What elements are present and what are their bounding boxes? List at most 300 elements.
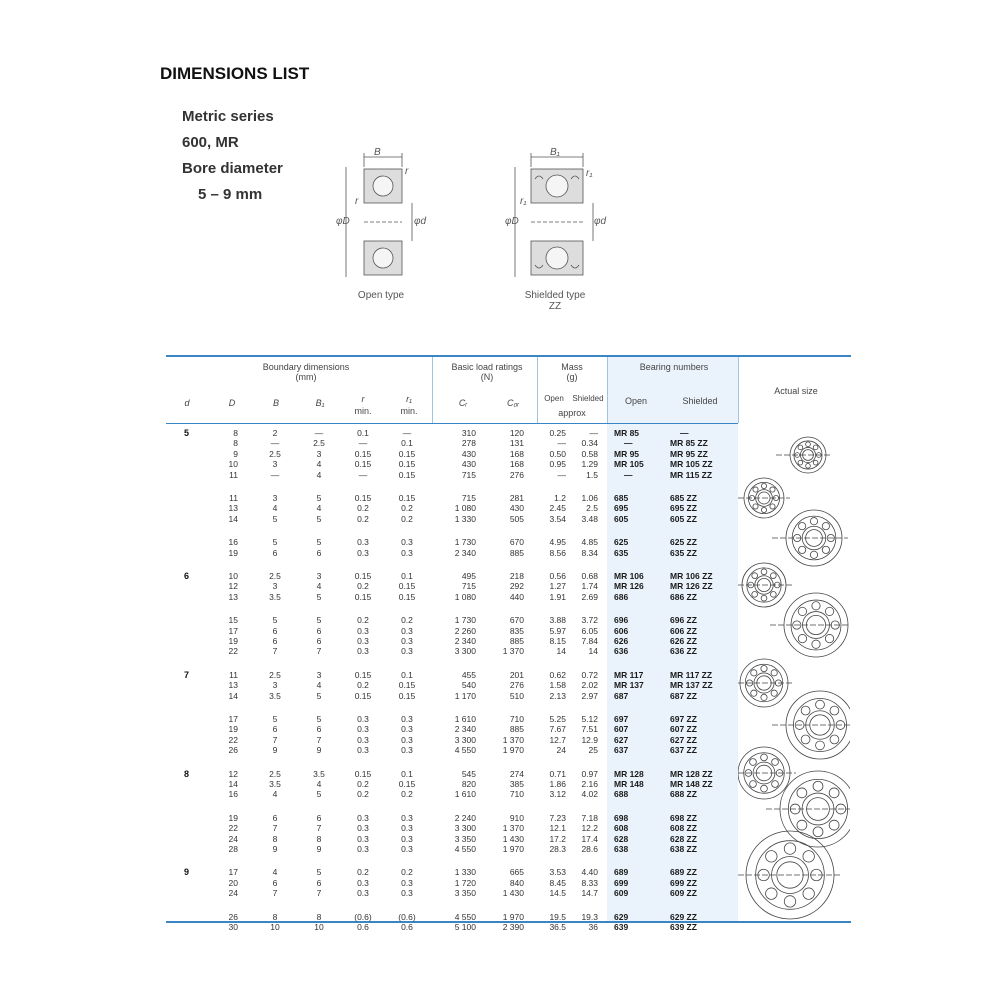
- bearing-number-cell: 608: [614, 823, 629, 834]
- table-cell: 20: [228, 877, 238, 888]
- table-cell: 0.2: [357, 680, 369, 691]
- table-cell: 2 260: [454, 625, 476, 636]
- table-cell: 0.3: [401, 636, 413, 646]
- table-cell: 5: [272, 537, 278, 548]
- table-cell: 665: [509, 867, 524, 878]
- actual-size-bearing: [738, 659, 794, 707]
- table-cell: 8: [272, 911, 278, 922]
- table-cell: 455: [461, 669, 476, 680]
- table-cell: 3.48: [581, 513, 598, 524]
- table-cell: 9: [316, 844, 322, 854]
- table-cell: 0.6: [357, 922, 369, 932]
- table-cell: 440: [509, 591, 524, 602]
- diagram-label-r1: r₁: [520, 196, 527, 207]
- bearing-number-cell: MR 148: [614, 779, 644, 789]
- shielded-type-caption: [515, 290, 595, 312]
- bearing-number-cell: 639 ZZ: [670, 922, 697, 932]
- table-cell: 1 170: [454, 690, 476, 701]
- table-cell: 495: [461, 571, 476, 581]
- table-cell: 5.25: [549, 714, 566, 724]
- table-cell: 10: [228, 571, 238, 581]
- table-cell: 0.3: [357, 724, 369, 735]
- table-cell: 0.1: [401, 768, 413, 779]
- table-cell: 0.3: [401, 812, 413, 823]
- bore-diameter-label: 7: [184, 669, 190, 680]
- table-cell: —: [402, 428, 412, 438]
- table-cell: 2.45: [549, 503, 566, 514]
- table-cell: 15: [228, 615, 238, 626]
- table-cell: 7: [272, 734, 278, 745]
- actual-size-bearing: [772, 510, 848, 566]
- table-cell: 0.2: [357, 581, 369, 592]
- table-cell: 13: [228, 680, 238, 691]
- shielded-type-diagram: [505, 145, 605, 285]
- table-cell: 7: [272, 646, 278, 657]
- table-cell: 0.3: [357, 823, 369, 834]
- table-cell: 0.3: [357, 877, 369, 888]
- table-cell: 7.18: [581, 812, 598, 823]
- table-cell: 2.69: [581, 591, 598, 602]
- bearing-number-cell: 689: [614, 867, 629, 878]
- table-cell: 1 370: [502, 646, 524, 657]
- table-cell: 0.15: [398, 680, 416, 691]
- table-cell: 6.05: [581, 625, 598, 636]
- table-cell: 1 370: [502, 734, 524, 745]
- table-cell: 17: [228, 867, 238, 878]
- table-cell: 12.1: [549, 823, 566, 834]
- table-cell: 16: [228, 789, 238, 800]
- bearing-number-cell: MR 105: [614, 459, 644, 470]
- bearing-number-cell: 609: [614, 888, 629, 899]
- table-cell: 12.7: [549, 734, 566, 745]
- table-cell: 6: [316, 877, 322, 888]
- table-cell: 10: [314, 922, 324, 932]
- table-cell: 22: [228, 823, 238, 834]
- open-type-caption: Open type: [357, 290, 405, 301]
- table-cell: 670: [509, 615, 524, 626]
- bearing-number-cell: MR 85: [614, 428, 640, 438]
- table-cell: 4.95: [549, 537, 566, 548]
- table-cell: 0.3: [357, 547, 369, 558]
- table-cell: 6: [316, 724, 322, 735]
- table-cell: 19: [228, 812, 238, 823]
- table-cell: 4: [316, 469, 322, 480]
- bearing-number-cell: 636: [614, 646, 629, 657]
- table-cell: 5: [316, 513, 322, 524]
- table-cell: 0.68: [581, 571, 598, 581]
- bearing-number-cell: 685 ZZ: [670, 493, 697, 503]
- table-cell: 8.15: [549, 636, 566, 646]
- table-cell: 0.15: [354, 768, 372, 779]
- table-top-rule: [166, 355, 851, 357]
- table-cell: 8.33: [581, 877, 598, 888]
- table-cell: 201: [509, 669, 524, 680]
- table-cell: 0.72: [581, 669, 598, 680]
- table-cell: 4 550: [454, 911, 476, 922]
- table-cell: 13: [228, 503, 238, 514]
- actual-size-illustrations: [738, 425, 850, 921]
- bearing-number-cell: MR 85 ZZ: [670, 438, 708, 449]
- header-line: Basic load ratings: [451, 362, 523, 372]
- table-cell: 0.3: [401, 888, 413, 899]
- table-cell: 26: [228, 745, 238, 756]
- table-cell: 24: [556, 745, 566, 756]
- subheader-shielded: Shielded: [682, 396, 718, 406]
- table-cell: 430: [461, 459, 476, 470]
- table-cell: 7.84: [581, 636, 598, 646]
- table-cell: 5: [272, 615, 278, 626]
- table-cell: 1 970: [502, 844, 524, 854]
- table-cell: 2.16: [581, 779, 598, 789]
- header-bearing-numbers: Bearing numbers: [639, 362, 709, 372]
- table-cell: 8.45: [549, 877, 566, 888]
- table-cell: 3: [316, 571, 322, 581]
- table-cell: —: [270, 438, 280, 449]
- actual-size-bearing: [772, 691, 850, 759]
- bearing-number-cell: MR 117: [614, 669, 644, 680]
- table-cell: 5: [316, 690, 322, 701]
- table-cell: 28.6: [581, 844, 598, 854]
- table-cell: 3: [316, 669, 322, 680]
- table-cell: 5: [316, 493, 322, 503]
- table-cell: 4: [316, 581, 322, 592]
- table-cell: 3 350: [454, 888, 476, 899]
- table-cell: 0.3: [401, 745, 413, 756]
- table-cell: —: [358, 438, 368, 449]
- bearing-number-cell: 627: [614, 734, 629, 745]
- subheader-b1: B₁: [315, 398, 325, 408]
- column-separator: [537, 357, 538, 423]
- table-cell: 14: [228, 690, 238, 701]
- table-cell: 4: [316, 680, 322, 691]
- bearing-number-cell: 688: [614, 789, 629, 800]
- table-cell: 5: [272, 513, 278, 524]
- table-cell: 1 430: [502, 833, 524, 844]
- table-cell: 0.2: [357, 615, 369, 626]
- table-cell: 30: [228, 922, 238, 932]
- table-cell: 1 720: [454, 877, 476, 888]
- table-cell: —: [589, 428, 598, 438]
- bearing-number-cell: MR 128 ZZ: [670, 768, 713, 779]
- table-cell: 715: [461, 581, 476, 592]
- table-cell: 0.2: [401, 513, 413, 524]
- table-cell: 3: [272, 581, 278, 592]
- diagram-label-b1: B₁: [550, 147, 560, 158]
- bearing-number-cell: 697: [614, 714, 629, 724]
- bearing-number-cell: 626 ZZ: [670, 636, 697, 646]
- table-cell: 9: [272, 844, 278, 854]
- table-cell: 12.9: [581, 734, 598, 745]
- bearing-number-cell: MR 128: [614, 768, 644, 779]
- table-cell: 3.72: [581, 615, 598, 626]
- bearing-number-cell: MR 115 ZZ: [670, 469, 713, 480]
- table-cell: 8: [316, 833, 322, 844]
- series-line: Metric series: [182, 108, 274, 125]
- table-cell: 120: [509, 428, 524, 438]
- table-cell: 14: [556, 646, 566, 657]
- diagram-label-b: B: [374, 147, 381, 158]
- actual-size-bearing: [738, 831, 840, 919]
- table-cell: 1 730: [454, 537, 476, 548]
- table-cell: 0.3: [401, 714, 413, 724]
- table-cell: 715: [461, 493, 476, 503]
- bearing-number-cell: 637 ZZ: [670, 745, 697, 756]
- table-cell: 2 240: [454, 812, 476, 823]
- bearing-number-cell: MR 126 ZZ: [670, 581, 713, 592]
- table-cell: 3.5: [269, 591, 281, 602]
- header-line: (g): [566, 372, 578, 382]
- table-cell: 0.1: [401, 669, 413, 680]
- table-cell: 14: [228, 779, 238, 789]
- table-cell: 835: [509, 625, 524, 636]
- actual-size-bearing: [738, 747, 796, 799]
- table-cell: 0.3: [401, 734, 413, 745]
- actual-size-bearing: [766, 771, 850, 847]
- table-cell: 1 330: [454, 867, 476, 878]
- table-cell: 0.15: [354, 669, 372, 680]
- table-cell: 0.3: [401, 724, 413, 735]
- bearing-number-cell: 625 ZZ: [670, 537, 697, 548]
- bearing-number-cell: 635: [614, 547, 629, 558]
- table-cell: 28: [228, 844, 238, 854]
- table-cell: (0.6): [398, 911, 416, 922]
- subheader-b: B: [272, 398, 279, 408]
- table-cell: 670: [509, 537, 524, 548]
- bearing-number-cell: 698: [614, 812, 629, 823]
- bearing-number-cell: MR 137: [614, 680, 644, 691]
- table-cell: 1.5: [586, 469, 598, 480]
- bearing-number-cell: 607: [614, 724, 629, 735]
- bearing-number-cell: 606 ZZ: [670, 625, 697, 636]
- bearing-number-cell: —: [624, 438, 633, 449]
- table-cell: 6: [316, 636, 322, 646]
- table-cell: 820: [461, 779, 476, 789]
- table-cell: 4 550: [454, 844, 476, 854]
- table-cell: 274: [509, 768, 524, 779]
- table-cell: 36: [588, 922, 598, 932]
- table-cell: 9: [272, 745, 278, 756]
- table-cell: 2.13: [549, 690, 566, 701]
- table-cell: 3 300: [454, 823, 476, 834]
- table-cell: 3.53: [549, 867, 566, 878]
- table-cell: 0.3: [357, 888, 369, 899]
- header-boundary: [226, 362, 386, 382]
- table-cell: 11: [229, 469, 238, 480]
- bore-diameter-label: 5: [184, 428, 190, 438]
- table-cell: 10: [228, 459, 238, 470]
- table-cell: 2.5: [586, 503, 598, 514]
- table-cell: 4: [316, 503, 322, 514]
- table-cell: 310: [461, 428, 476, 438]
- table-cell: 1.86: [549, 779, 566, 789]
- table-cell: 715: [461, 469, 476, 480]
- table-cell: 6: [272, 812, 278, 823]
- table-cell: 0.2: [357, 779, 369, 789]
- table-cell: 17: [228, 714, 238, 724]
- bore-diameter-label: 6: [184, 571, 190, 581]
- table-cell: 1 430: [502, 888, 524, 899]
- bearing-number-cell: 686: [614, 591, 629, 602]
- table-cell: 17.4: [581, 833, 598, 844]
- table-cell: 0.1: [401, 571, 413, 581]
- bore-diameter-label: 8: [184, 768, 190, 779]
- table-cell: 0.15: [398, 591, 416, 602]
- table-cell: 0.34: [581, 438, 598, 449]
- table-cell: 430: [461, 448, 476, 459]
- subheader-cr: Cᵣ: [458, 398, 468, 408]
- bearing-number-cell: 638: [614, 844, 629, 854]
- table-cell: 5: [316, 789, 322, 800]
- column-separator: [432, 357, 433, 423]
- table-cell: —: [358, 469, 368, 480]
- table-cell: 0.15: [354, 459, 372, 470]
- table-cell: 6: [272, 877, 278, 888]
- bearing-number-cell: 626: [614, 636, 629, 646]
- bearing-number-cell: 686 ZZ: [670, 591, 697, 602]
- table-cell: 7: [316, 823, 322, 834]
- bearing-number-cell: 625: [614, 537, 629, 548]
- table-cell: 1.29: [581, 459, 598, 470]
- bearing-number-cell: MR 95 ZZ: [670, 448, 708, 459]
- table-cell: 3.54: [549, 513, 566, 524]
- bearing-number-cell: 627 ZZ: [670, 734, 697, 745]
- open-type-diagram: [336, 145, 436, 285]
- diagram-label-d-inner: φd: [414, 216, 427, 227]
- subheader-r1: r₁: [406, 394, 412, 404]
- table-cell: 6: [272, 636, 278, 646]
- table-cell: 0.15: [354, 591, 372, 602]
- bearing-number-cell: 636 ZZ: [670, 646, 697, 657]
- table-cell: 10: [270, 922, 280, 932]
- table-header-rule: [166, 423, 738, 424]
- bearing-number-cell: MR 126: [614, 581, 644, 592]
- bearing-number-cell: 685: [614, 493, 629, 503]
- page-title: DIMENSIONS LIST: [160, 64, 310, 83]
- table-cell: 0.3: [401, 877, 413, 888]
- table-cell: 710: [509, 789, 524, 800]
- table-cell: 8.34: [581, 547, 598, 558]
- bearing-number-cell: 639: [614, 922, 629, 932]
- bearing-number-cell: 695: [614, 503, 629, 514]
- table-cell: 0.3: [357, 646, 369, 657]
- table-cell: 0.15: [398, 581, 416, 592]
- diagram-label-d-outer: φD: [336, 216, 350, 227]
- table-cell: 3: [272, 459, 278, 470]
- table-cell: 540: [461, 680, 476, 691]
- table-cell: —: [314, 428, 324, 438]
- actual-size-bearing: [770, 593, 850, 657]
- table-cell: 11: [229, 669, 238, 680]
- table-cell: 5: [316, 615, 322, 626]
- table-cell: 19: [228, 636, 238, 646]
- bearing-number-cell: MR 95: [614, 448, 640, 459]
- series-line: 5 – 9 mm: [198, 186, 263, 203]
- table-cell: —: [557, 438, 566, 449]
- table-cell: 4: [272, 503, 278, 514]
- table-cell: 19.3: [581, 911, 598, 922]
- table-cell: 0.15: [354, 448, 372, 459]
- bearing-number-cell: 696: [614, 615, 629, 626]
- bearing-number-cell: —: [624, 469, 633, 480]
- table-cell: 0.56: [549, 571, 566, 581]
- table-cell: 16: [228, 537, 238, 548]
- diagram-label-r: r: [405, 166, 409, 177]
- table-cell: 5: [316, 714, 322, 724]
- diagram-label-r1: r₁: [586, 168, 593, 179]
- column-separator: [738, 357, 739, 423]
- table-cell: 4: [316, 779, 322, 789]
- table-cell: 3 350: [454, 833, 476, 844]
- bearing-number-cell: 607 ZZ: [670, 724, 697, 735]
- table-cell: 2.97: [581, 690, 598, 701]
- table-cell: 6: [316, 547, 322, 558]
- table-cell: 4.40: [581, 867, 598, 878]
- bearing-number-cell: 688 ZZ: [670, 789, 697, 800]
- table-cell: 0.3: [357, 734, 369, 745]
- series-line: Bore diameter: [182, 160, 283, 177]
- table-cell: 4: [316, 459, 322, 470]
- bearing-number-cell: MR 106: [614, 571, 644, 581]
- bearing-number-cell: 629 ZZ: [670, 911, 697, 922]
- table-cell: 0.3: [357, 833, 369, 844]
- table-cell: 7.23: [549, 812, 566, 823]
- table-cell: 0.3: [401, 625, 413, 636]
- table-cell: 0.15: [354, 571, 372, 581]
- table-cell: 0.3: [357, 812, 369, 823]
- dimensions-table: [166, 355, 851, 932]
- table-cell: 0.97: [581, 768, 598, 779]
- table-cell: 885: [509, 547, 524, 558]
- bearing-number-cell: 687: [614, 690, 629, 701]
- bearing-number-cell: 605: [614, 513, 629, 524]
- bearing-number-cell: 628 ZZ: [670, 833, 697, 844]
- table-cell: 14.5: [549, 888, 566, 899]
- table-cell: 2 340: [454, 547, 476, 558]
- table-cell: 0.15: [398, 690, 416, 701]
- table-cell: 6: [272, 547, 278, 558]
- table-cell: 17: [228, 625, 238, 636]
- subheader-mass-open: Open: [544, 394, 564, 403]
- table-cell: 3.5: [269, 779, 281, 789]
- bore-diameter-label: 9: [184, 867, 190, 878]
- subheader-c0r: C₀ᵣ: [506, 398, 519, 408]
- table-cell: 2.5: [269, 571, 281, 581]
- table-cell: 3: [272, 680, 278, 691]
- table-cell: 2: [272, 428, 278, 438]
- shielded-caption-line: ZZ: [548, 301, 562, 312]
- table-cell: 0.2: [357, 513, 369, 524]
- table-cell: 2 340: [454, 636, 476, 646]
- table-cell: 6: [272, 724, 278, 735]
- table-cell: 218: [509, 571, 524, 581]
- table-cell: 12.2: [581, 823, 598, 834]
- table-cell: 3 300: [454, 646, 476, 657]
- subheader-outer-d: D: [228, 398, 236, 408]
- table-cell: 5.97: [549, 625, 566, 636]
- table-cell: 7: [272, 888, 278, 899]
- header-line: (N): [480, 372, 494, 382]
- column-separator: [607, 357, 608, 423]
- subheader-open: Open: [624, 396, 648, 406]
- header-load: [442, 362, 532, 382]
- table-cell: 276: [509, 680, 524, 691]
- table-cell: 8: [316, 911, 322, 922]
- table-cell: 8: [233, 428, 238, 438]
- table-cell: 3: [316, 448, 322, 459]
- table-cell: 0.2: [401, 789, 413, 800]
- table-cell: 885: [509, 724, 524, 735]
- bearing-number-cell: 689 ZZ: [670, 867, 697, 878]
